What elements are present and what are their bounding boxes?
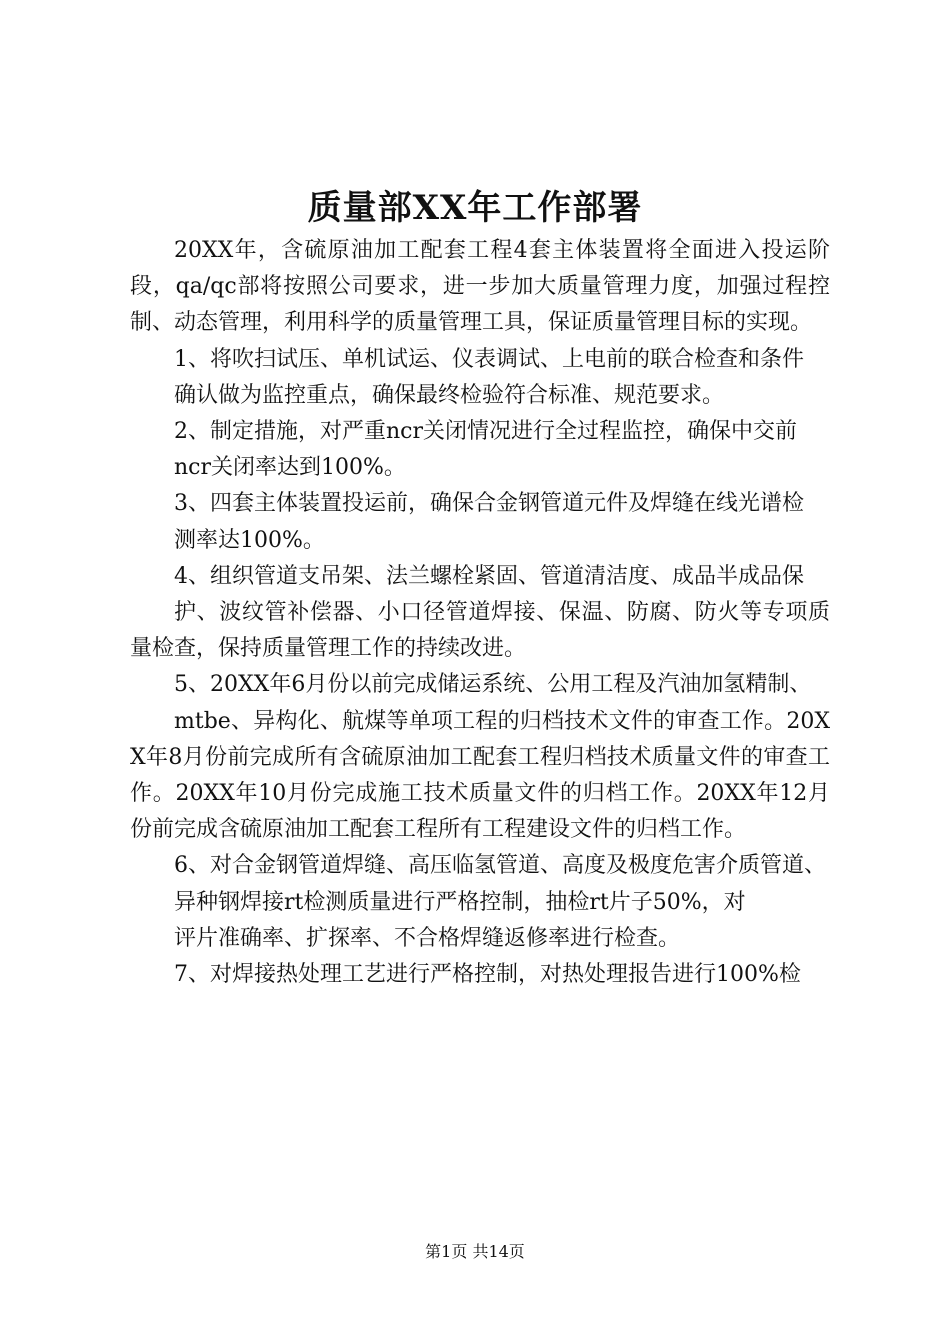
document-title: 质量部XX年工作部署 (307, 188, 643, 228)
paragraph: 异种钢焊接rt检测质量进行严格控制，抽检rt片子50%，对 (174, 889, 746, 915)
paragraph: 护、波纹管补偿器、小口径管道焊接、保温、防腐、防火等专项质量检查，保持质量管理工作的持续改进。 (130, 600, 830, 662)
paragraph: 测率达100%。 (174, 527, 325, 553)
document-body (130, 233, 830, 993)
page-number-footer: 第1页 共14页 (425, 1242, 525, 1261)
paragraph: 20XX年，含硫原油加工配套工程4套主体装置将全面进入投运阶段，qa/qc部将按照公司要求，进一步加大质量管理力度，加强过程控制、动态管理，利用科学的质量管理工具，保证质量管理目标的实现。 (130, 238, 830, 336)
paragraph: 1、将吹扫试压、单机试运、仪表调试、上电前的联合检查和条件 (174, 346, 804, 372)
paragraph: 评片准确率、扩探率、不合格焊缝返修率进行检查。 (174, 925, 681, 951)
paragraph: 4、组织管道支吊架、法兰螺栓紧固、管道清洁度、成品半成品保 (174, 563, 804, 589)
paragraph: 5、20XX年6月份以前完成储运系统、公用工程及汽油加氢精制、 (174, 672, 812, 698)
paragraph: ncr关闭率达到100%。 (174, 455, 406, 481)
paragraph: mtbe、异构化、航煤等单项工程的归档技术文件的审查工作。20XX年8月份前完成所有含硫原油加工配套工程归档技术质量文件的审查工作。20XX年10月份完成施工技术质量文件的归档工作。20XX年12月份前完成含硫原油加工配套工程所有工程建设文件的归档工作。 (130, 708, 830, 843)
paragraph: 7、对焊接热处理工艺进行严格控制，对热处理报告进行100%检 (174, 962, 801, 988)
paragraph: 6、对合金钢管道焊缝、高压临氢管道、高度及极度危害介质管道、 (174, 853, 826, 879)
paragraph: 确认做为监控重点，确保最终检验符合标准、规范要求。 (174, 382, 725, 408)
paragraph: 3、四套主体装置投运前，确保合金钢管道元件及焊缝在线光谱检 (174, 491, 804, 517)
paragraph: 2、制定措施，对严重ncr关闭情况进行全过程监控，确保中交前 (174, 419, 798, 445)
